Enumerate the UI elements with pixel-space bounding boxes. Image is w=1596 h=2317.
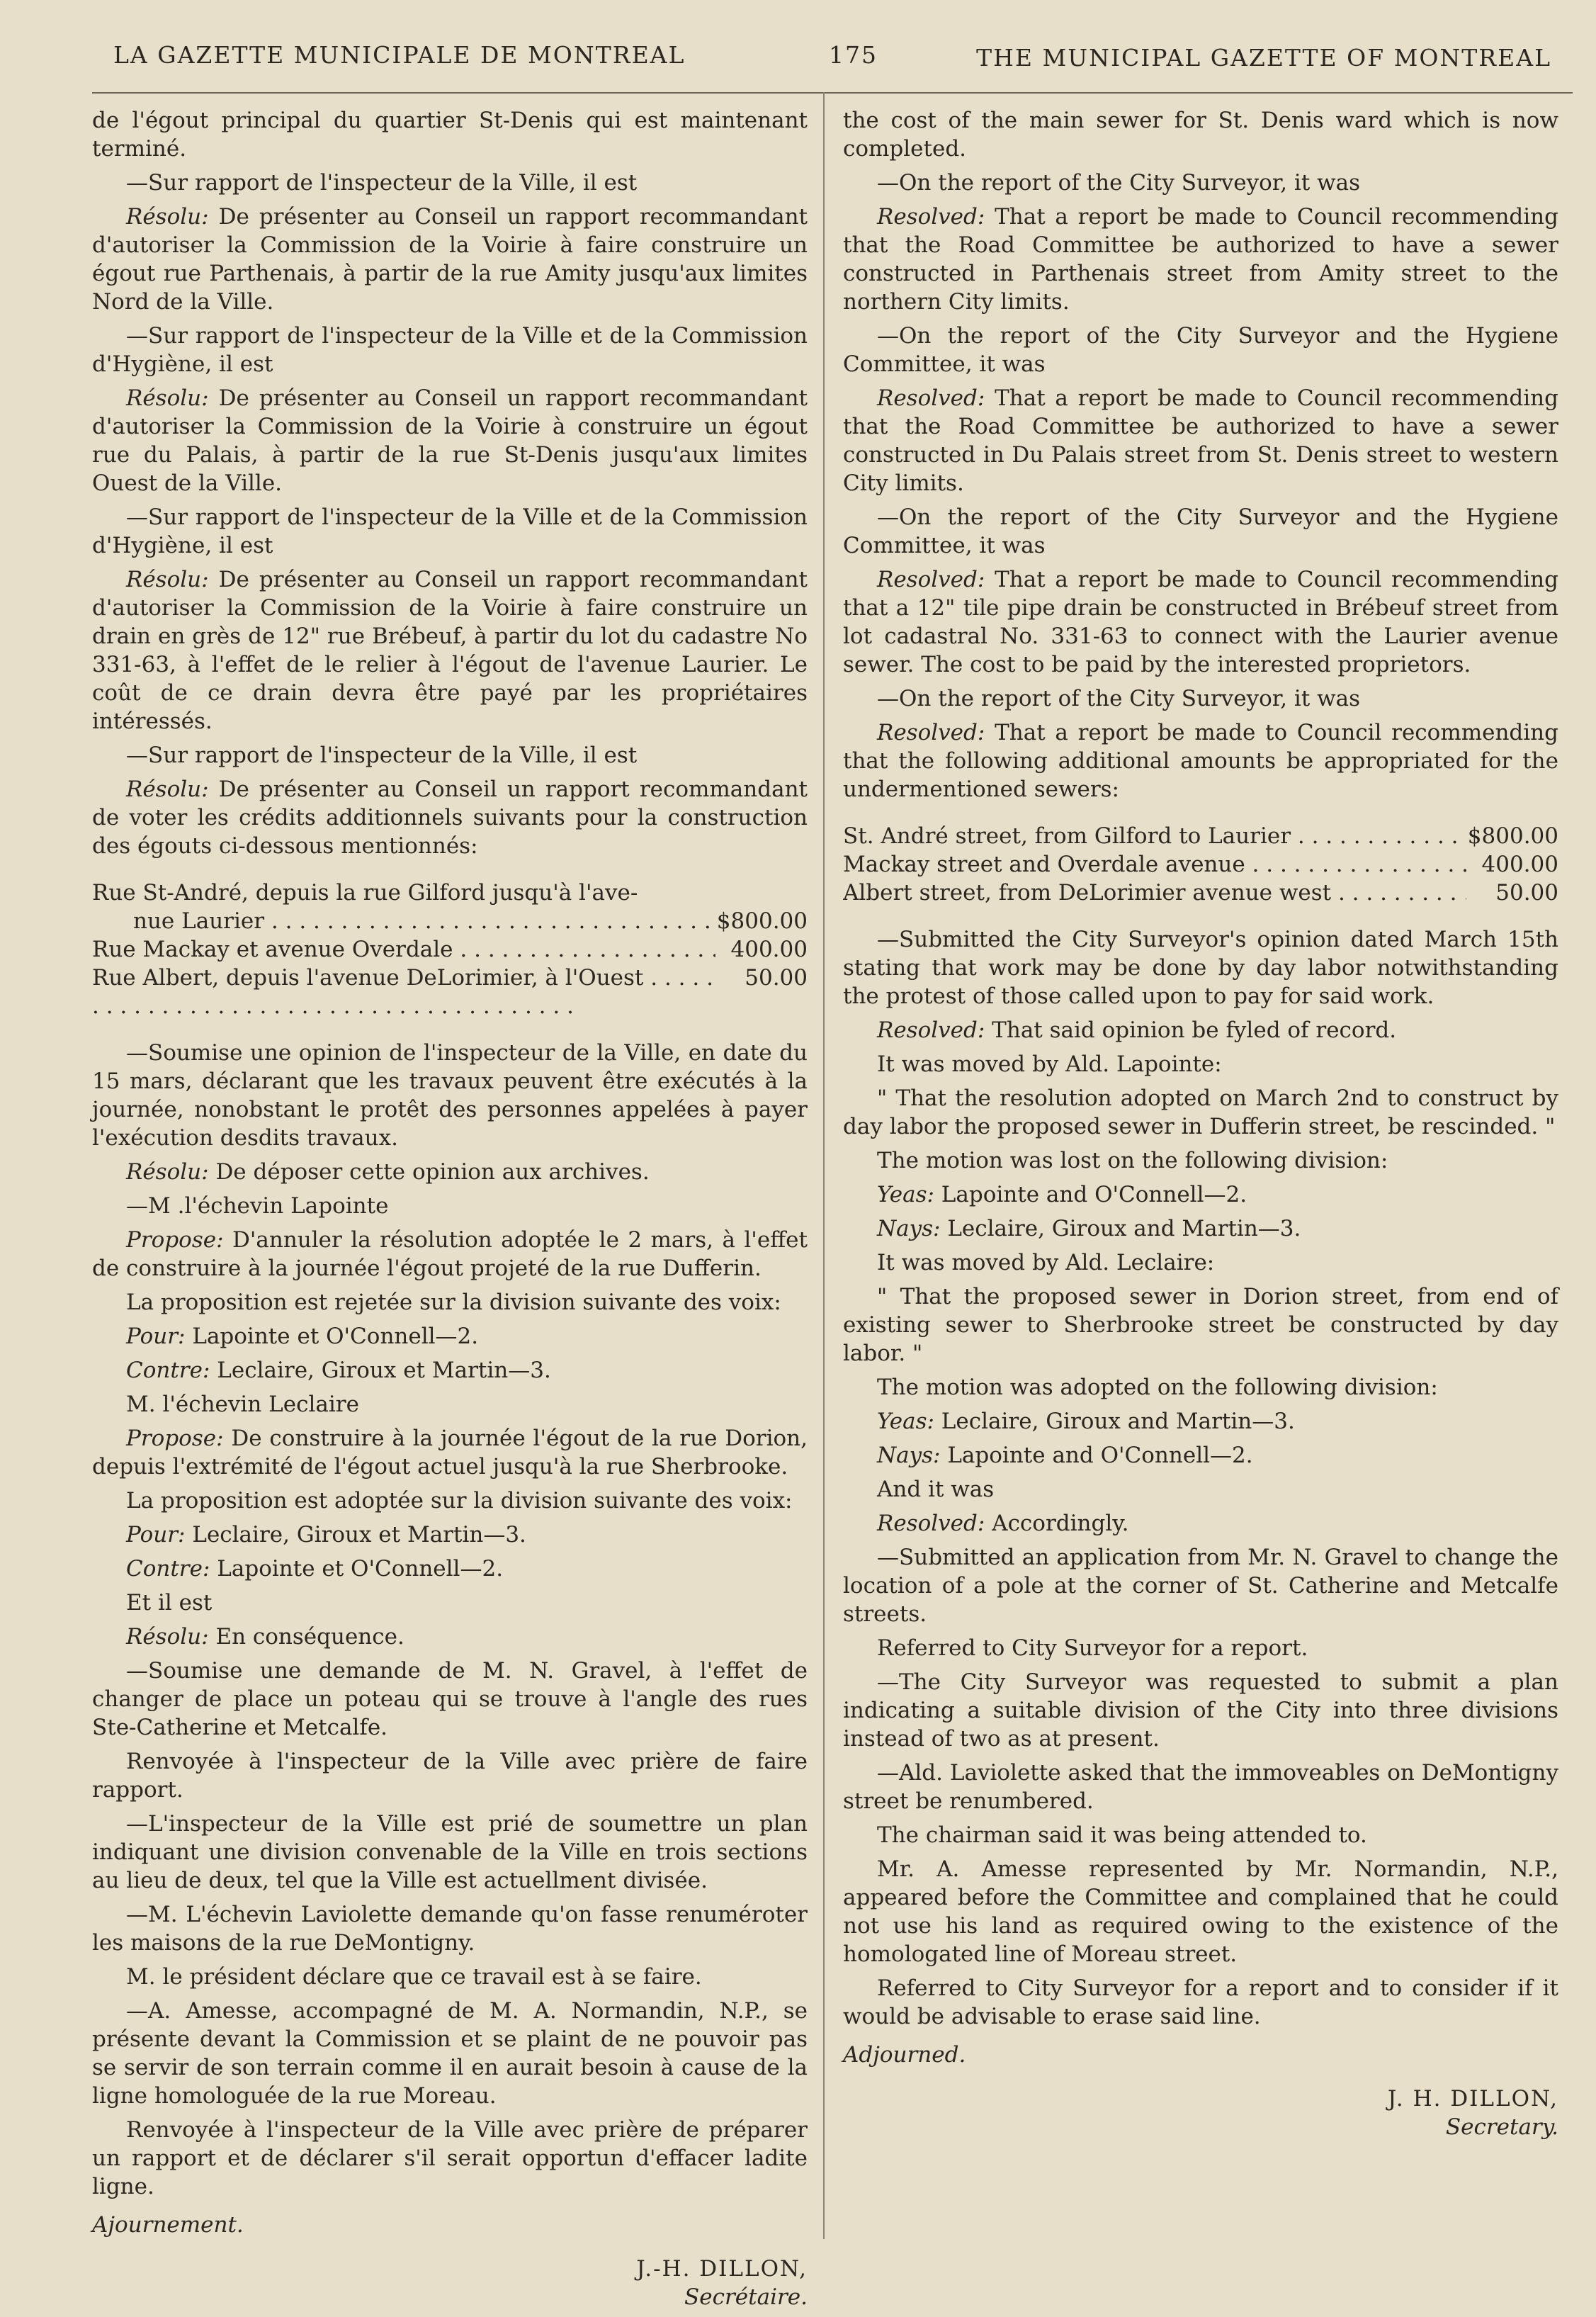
paragraph: The motion was lost on the following division: — [877, 1148, 1388, 1173]
resolution-paragraph — [92, 384, 808, 497]
resolution-paragraph — [843, 1016, 1558, 1044]
motion-text: D'annuler la résolution adoptée le 2 mars, à l'effet de construire à la journée l'égout projeté de la rue Dufferin. — [92, 1227, 808, 1281]
paragraph: —Submitted an application from Mr. N. Gravel to change the location of a pole at the corner of St. Catherine and Metcalfe streets. — [843, 1545, 1558, 1627]
credit-line-label: nue Laurier . . . — [133, 907, 715, 935]
paragraph: —On the report of the City Surveyor and the Hygiene Committee, it was — [843, 504, 1558, 558]
resolution-text: De présenter au Conseil un rapport recommandant d'autoriser la Commission de la Voirie à faire construire un drain en grès de 12" rue Brébeuf, à partir du lot du cadastre No 331-63, à l'effet de le relier à l'égout de l'avenue Laurier. Le coût de ce drain devra être payé par les propriétaires intéressés. — [92, 567, 808, 734]
paragraph: It was moved by Ald. Leclaire: — [877, 1250, 1215, 1275]
vote-line — [843, 1180, 1558, 1209]
paragraph: —M .l'échevin Lapointe — [126, 1193, 389, 1219]
vote-label: Contre: — [126, 1556, 210, 1582]
resolution-label: Resolved: — [877, 567, 985, 592]
resolution-text: De présenter au Conseil un rapport recommandant de voter les crédits additionnels suivants pour la construction des égouts ci-dessous mentionnés: — [92, 777, 808, 859]
paragraph: Renvoyée à l'inspecteur de la Ville avec prière de faire rapport. — [92, 1749, 808, 1803]
motion-label: Propose: — [126, 1227, 224, 1253]
resolution-label: Résolu: — [126, 204, 209, 230]
resolution-paragraph — [843, 203, 1558, 316]
vote-text: Leclaire, Giroux et Martin—3. — [185, 1522, 526, 1548]
page-number: 175 — [829, 41, 878, 69]
motion-text: De construire à la journée l'égout de la rue Dorion, depuis l'extrémité de l'égout actuel jusqu'à la rue Sherbrooke. — [92, 1426, 808, 1479]
vote-label: Yeas: — [877, 1182, 934, 1207]
resolution-text: That said opinion be fyled of record. — [985, 1017, 1397, 1043]
motion-paragraph — [92, 1226, 808, 1282]
adjournment: Adjourned. — [843, 2042, 966, 2068]
paragraph: —Submitted the City Surveyor's opinion dated March 15th stating that work may be done by day labor notwithstanding the protest of those called upon to pay for said work. — [843, 927, 1558, 1009]
resolution-text: En conséquence. — [208, 1624, 404, 1650]
paragraph: —Sur rapport de l'inspecteur de la Ville et de la Commission d'Hygiène, il est — [92, 504, 808, 558]
signature-title: Secrétaire. — [684, 2284, 808, 2310]
appropriations-list — [843, 822, 1558, 907]
motion-label: Propose: — [126, 1426, 224, 1451]
vote-label: Nays: — [877, 1443, 941, 1468]
resolution-label: Résolu: — [126, 385, 209, 411]
paragraph: The chairman said it was being attended to. — [877, 1822, 1367, 1848]
signature-title: Secretary. — [1445, 2114, 1558, 2140]
vote-line — [92, 1555, 808, 1583]
resolution-label: Résolu: — [126, 1159, 209, 1185]
credit-line — [92, 907, 808, 935]
paragraph: —Sur rapport de l'inspecteur de la Ville et de la Commission d'Hygiène, il est — [92, 323, 808, 377]
resolution-text: That a report be made to Council recommending that a 12" tile pipe drain be constructed in Brébeuf street from lot cadastral No. 331-63 to connect with the Laurier avenue sewer. The cost to be paid by the interested proprietors. — [843, 567, 1558, 677]
resolution-text: Accordingly. — [985, 1511, 1129, 1536]
vote-label: Yeas: — [877, 1409, 934, 1434]
paragraph: La proposition est rejetée sur la division suivante des voix: — [126, 1290, 781, 1315]
resolution-paragraph — [92, 565, 808, 735]
credits-list — [92, 879, 808, 1020]
paragraph: M. l'échevin Leclaire — [126, 1392, 359, 1417]
motion-quote: " That the proposed sewer in Dorion street, from end of existing sewer to Sherbrooke street be constructed by day labor. " — [843, 1284, 1558, 1366]
vote-line — [92, 1322, 808, 1351]
resolution-paragraph — [843, 565, 1558, 679]
resolution-paragraph — [92, 1623, 808, 1651]
appropriation-label: Albert street, from DeLorimier avenue west . . . — [843, 879, 1466, 907]
vote-label: Nays: — [877, 1216, 941, 1241]
credit-line — [92, 935, 808, 964]
french-column — [92, 106, 808, 2311]
credit-line-label: Rue St-André, depuis la rue Gilford jusqu'à l'ave- — [92, 880, 638, 906]
vote-text: Leclaire, Giroux and Martin—3. — [940, 1216, 1301, 1241]
paragraph: —On the report of the City Surveyor, it was — [877, 686, 1361, 711]
credit-line-label: Rue Mackay et avenue Overdale . . . — [92, 935, 715, 964]
resolution-paragraph — [92, 1158, 808, 1186]
vote-text: Leclaire, Giroux and Martin—3. — [934, 1409, 1295, 1434]
vote-label: Contre: — [126, 1358, 210, 1383]
credit-line-label: Rue Albert, depuis l'avenue DeLorimier, à l'Ouest . . . — [92, 964, 715, 1020]
vote-text: Lapointe and O'Connell—2. — [940, 1443, 1253, 1468]
appropriation-line — [843, 850, 1558, 879]
resolution-paragraph — [92, 203, 808, 316]
paragraph: the cost of the main sewer for St. Denis ward which is now completed. — [843, 108, 1558, 162]
paragraph: —M. L'échevin Laviolette demande qu'on fasse renuméroter les maisons de la rue DeMontigny. — [92, 1902, 808, 1956]
signature-name: J.-H. DILLON, — [636, 2256, 808, 2282]
appropriation-label: St. André street, from Gilford to Laurier . . . — [843, 822, 1466, 850]
header-english-title: THE MUNICIPAL GAZETTE OF MONTREAL — [976, 44, 1551, 72]
paragraph: —On the report of the City Surveyor, it was — [877, 170, 1361, 196]
vote-label: Pour: — [126, 1324, 186, 1349]
resolution-label: Résolu: — [126, 1624, 209, 1650]
vote-text: Lapointe and O'Connell—2. — [934, 1182, 1247, 1207]
column-divider — [823, 92, 825, 2239]
paragraph: —A. Amesse, accompagné de M. A. Normandin, N.P., se présente devant la Commission et se plaint de ne pouvoir pas se servir de son terrain comme il en aurait besoin à cause de la ligne homologuée de la rue Moreau. — [92, 1998, 808, 2109]
credit-amount: $800.00 — [716, 908, 808, 934]
vote-line — [843, 1214, 1558, 1243]
resolution-text: That a report be made to Council recommending that the Road Committee be authorized to have a sewer constructed in Du Palais street from St. Denis street to western City limits. — [843, 385, 1558, 496]
resolution-label: Resolved: — [877, 720, 985, 745]
resolution-text: De déposer cette opinion aux archives. — [208, 1159, 650, 1185]
resolution-label: Résolu: — [126, 777, 209, 802]
resolution-label: Resolved: — [877, 1511, 985, 1536]
resolution-label: Resolved: — [877, 1017, 985, 1043]
page-header — [113, 41, 1551, 84]
header-french-title: LA GAZETTE MUNICIPALE DE MONTREAL — [113, 41, 686, 69]
resolution-paragraph — [843, 384, 1558, 497]
vote-text: Leclaire, Giroux et Martin—3. — [210, 1358, 551, 1383]
vote-line — [92, 1356, 808, 1385]
resolution-paragraph — [92, 775, 808, 860]
resolution-text: De présenter au Conseil un rapport recommandant d'autoriser la Commission de la Voirie à construire un égout rue du Palais, à partir de la rue St-Denis jusqu'aux limites Ouest de la Ville. — [92, 385, 808, 496]
paragraph: It was moved by Ald. Lapointe: — [877, 1052, 1222, 1077]
motion-quote: " That the resolution adopted on March 2nd to construct by day labor the proposed sewer in Dufferin street, be rescinded. " — [843, 1086, 1558, 1139]
appropriation-amount: 50.00 — [1495, 880, 1558, 906]
paragraph: Referred to City Surveyor for a report. — [877, 1635, 1308, 1661]
paragraph: La proposition est adoptée sur la division suivante des voix: — [126, 1488, 793, 1513]
paragraph: —L'inspecteur de la Ville est prié de soumettre un plan indiquant une division convenable de la Ville en trois sections au lieu de deux, tel que la Ville est actuellment divisée. — [92, 1811, 808, 1893]
appropriation-amount: $800.00 — [1467, 823, 1558, 849]
vote-line — [843, 1441, 1558, 1470]
vote-line — [843, 1407, 1558, 1436]
vote-label: Pour: — [126, 1522, 186, 1548]
paragraph: —Sur rapport de l'inspecteur de la Ville, il est — [126, 170, 638, 196]
paragraph: Mr. A. Amesse represented by Mr. Normandin, N.P., appeared before the Committee and complained that he could not use his land as required owing to the existence of the homologated line of Moreau street. — [843, 1856, 1558, 1967]
resolution-label: Resolved: — [877, 385, 985, 411]
vote-text: Lapointe et O'Connell—2. — [210, 1556, 504, 1582]
paragraph: —On the report of the City Surveyor and the Hygiene Committee, it was — [843, 323, 1558, 377]
paragraph: —Soumise une demande de M. N. Gravel, à l'effet de changer de place un poteau qui se trouve à l'angle des rues Ste-Catherine et Metcalfe. — [92, 1658, 808, 1740]
resolution-text: De présenter au Conseil un rapport recommandant d'autoriser la Commission de la Voirie à faire construire un égout rue Parthenais, à partir de la rue Amity jusqu'aux limites Nord de la Ville. — [92, 204, 808, 315]
signature-name: J. H. DILLON, — [1387, 2086, 1558, 2112]
resolution-label: Resolved: — [877, 204, 985, 230]
appropriation-amount: 400.00 — [1481, 852, 1558, 877]
paragraph: And it was — [877, 1477, 995, 1502]
header-rule — [92, 92, 1573, 94]
paragraph: de l'égout principal du quartier St-Denis qui est maintenant terminé. — [92, 108, 808, 162]
english-column — [843, 106, 1558, 2141]
paragraph: —Sur rapport de l'inspecteur de la Ville, il est — [126, 743, 638, 768]
vote-line — [92, 1521, 808, 1549]
paragraph: —Ald. Laviolette asked that the immoveables on DeMontigny street be renumbered. — [843, 1760, 1558, 1814]
paragraph: M. le président déclare que ce travail est à se faire. — [126, 1964, 702, 1990]
paragraph: The motion was adopted on the following division: — [877, 1375, 1438, 1400]
paragraph: Referred to City Surveyor for a report and to consider if it would be advisable to erase said line. — [843, 1975, 1558, 2029]
resolution-paragraph — [843, 1509, 1558, 1538]
resolution-text: That a report be made to Council recommending that the Road Committee be authorized to have a sewer constructed in Parthenais street from Amity street to the northern City limits. — [843, 204, 1558, 315]
resolution-text: That a report be made to Council recommending that the following additional amounts be appropriated for the undermentioned sewers: — [843, 720, 1558, 802]
paragraph: Renvoyée à l'inspecteur de la Ville avec prière de préparer un rapport et de déclarer s'il serait opportun d'effacer ladite ligne. — [92, 2117, 808, 2199]
resolution-paragraph — [843, 718, 1558, 804]
credit-line — [92, 964, 808, 1020]
credit-amount: 50.00 — [745, 965, 808, 991]
paragraph: —Soumise une opinion de l'inspecteur de la Ville, en date du 15 mars, déclarant que les travaux peuvent être exécutés à la journée, nonobstant le protêt des personnes appelées à payer l'exécution desdits travaux. — [92, 1040, 808, 1151]
credit-amount: 400.00 — [730, 937, 808, 962]
motion-paragraph — [92, 1424, 808, 1481]
adjournment: Ajournement. — [92, 2212, 244, 2238]
vote-text: Lapointe et O'Connell—2. — [185, 1324, 479, 1349]
resolution-label: Résolu: — [126, 567, 209, 592]
appropriation-label: Mackay street and Overdale avenue . . . — [843, 850, 1466, 879]
paragraph: —The City Surveyor was requested to submit a plan indicating a suitable division of the City into three divisions instead of two as at present. — [843, 1669, 1558, 1752]
appropriation-line — [843, 822, 1558, 850]
appropriation-line — [843, 879, 1558, 907]
paragraph: Et il est — [126, 1590, 213, 1616]
